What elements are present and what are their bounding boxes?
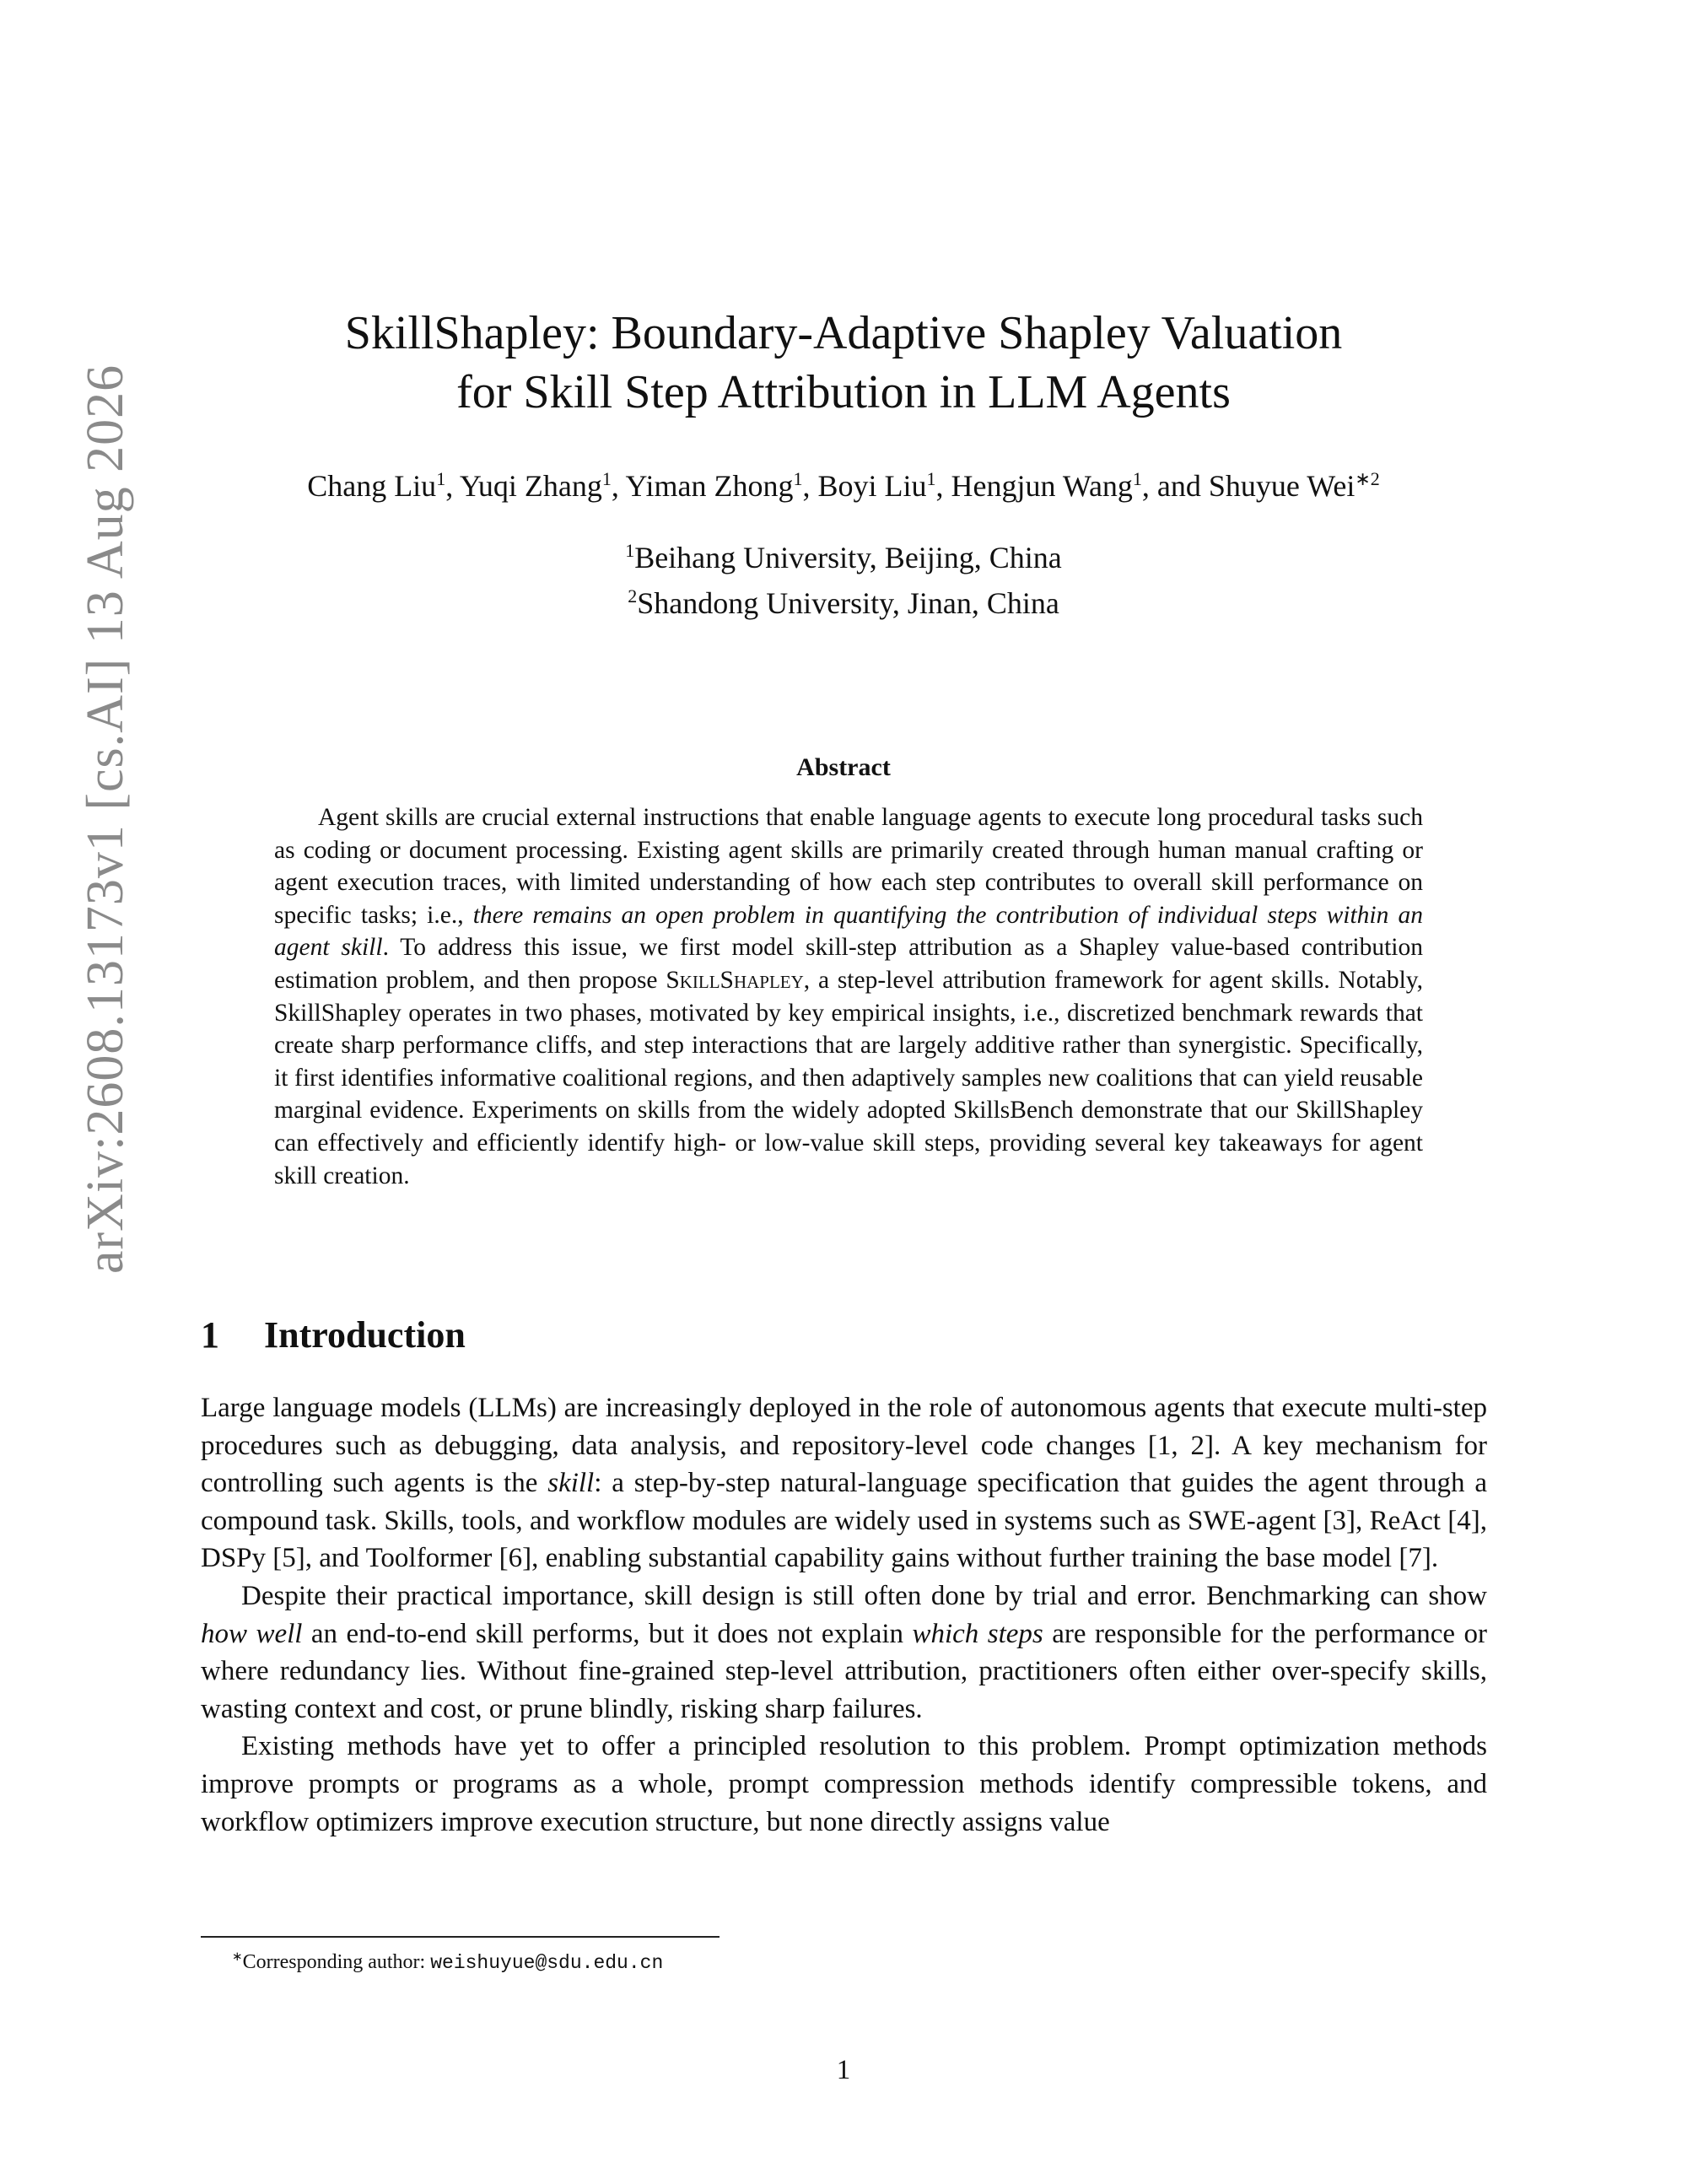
- footnote-email-link[interactable]: weishuyue@sdu.edu.cn: [430, 1952, 664, 1974]
- arxiv-identifier-stamp: arXiv:2608.13173v1 [cs.AI] 13 Aug 2026: [77, 364, 134, 1274]
- paper-title-line-1: SkillShapley: Boundary-Adaptive Shapley Valuation: [344, 307, 1343, 359]
- author-name: Yiman Zhong: [625, 469, 794, 503]
- author-separator: , and: [1141, 469, 1209, 503]
- affiliation-text: Shandong University, Jinan, China: [637, 586, 1059, 620]
- introduction-body: [201, 1389, 1487, 1841]
- abstract-body: [274, 801, 1423, 1192]
- affiliation-line: [169, 577, 1518, 623]
- paragraph-text: Large language models (LLMs) are increasingly deployed in the role of autonomous agents that execute multi-step procedures such as debugging, data analysis, and repository-level code changes [1, 2]. A key mechanism for controlling such agents is the: [201, 1393, 1487, 1499]
- author-affiliation-mark: ∗2: [1355, 468, 1380, 489]
- affiliation-mark: 1: [625, 540, 635, 561]
- abstract-text: Agent skills are crucial external instructions that enable language agents to execute long procedural tasks such as coding or document processing. Existing agent skills are primarily created through human manual crafting or agent execution traces, with limited understanding of how each step contributes to overall skill performance on specific tasks; i.e.,: [274, 804, 1423, 929]
- paragraph: [201, 1389, 1487, 1577]
- section-number: 1: [201, 1314, 219, 1356]
- paper-title-line-2: for Skill Step Attribution in LLM Agents: [456, 366, 1231, 418]
- footnote: [232, 1944, 663, 1976]
- paragraph-emphasis: which steps: [912, 1618, 1043, 1649]
- paper-title: [169, 304, 1518, 422]
- paragraph-emphasis: skill: [547, 1468, 595, 1499]
- paragraph: [201, 1577, 1487, 1728]
- author-affiliation-mark: 1: [601, 468, 612, 489]
- footnote-label: Corresponding author:: [242, 1951, 431, 1973]
- footnote-mark: ∗: [232, 1950, 243, 1964]
- author-affiliation-mark: 1: [926, 468, 936, 489]
- paragraph-text: Despite their practical importance, skill design is still often done by trial and error. Benchmarking can show: [241, 1580, 1487, 1611]
- author-affiliation-mark: 1: [793, 468, 803, 489]
- author-separator: ,: [802, 469, 818, 503]
- paragraph-text: : a step-by-step natural-language specification that guides the agent through a compound task. Skills, tools, and workflow modules are widely used in systems such as SWE-agent [3], ReAct [4], DSPy [5], and Toolformer [6], enabling substantial capability gains without further training the base model [7].: [201, 1468, 1487, 1574]
- author-separator: ,: [935, 469, 951, 503]
- abstract-text: , a step-level attribution framework for agent skills. Notably, SkillShapley operates in two phases, motivated by key empirical insights, i.e., discretized benchmark rewards that create sharp performance cliffs, and step interactions that are largely additive rather than synergistic. Specifically, it first identifies informative coalitional regions, and then adaptively samples new coalitions that can yield reusable marginal evidence. Experiments on skills from the widely adopted SkillsBench demonstrate that our SkillShapley can effectively and efficiently identify high- or low-value skill steps, providing several key takeaways for agent skill creation.: [274, 966, 1423, 1189]
- affiliation-list: [169, 531, 1518, 623]
- author-name: Boyi Liu: [817, 469, 927, 503]
- abstract-heading: Abstract: [796, 753, 891, 781]
- paragraph-text: are responsible for the performance or where redundancy lies. Without fine-grained step-level attribution, practitioners often either over-specify skills, wasting context and cost, or prune blindly, risking sharp failures.: [201, 1618, 1487, 1724]
- affiliation-line: [169, 531, 1518, 577]
- page-number: 1: [836, 2055, 851, 2085]
- section-heading: [201, 1312, 466, 1359]
- author-name: Chang Liu: [307, 469, 437, 503]
- author-name: Hengjun Wang: [951, 469, 1133, 503]
- author-affiliation-mark: 1: [1132, 468, 1142, 489]
- author-name: Shuyue Wei: [1208, 469, 1356, 503]
- affiliation-mark: 2: [628, 585, 638, 607]
- abstract-text: . To address this issue, we first model skill-step attribution as a Shapley value-based contribution estimation problem, and then propose: [274, 934, 1424, 994]
- affiliation-text: Beihang University, Beijing, China: [634, 541, 1062, 574]
- method-name-smallcaps: SkillShapley: [666, 966, 804, 994]
- section-title: Introduction: [264, 1314, 466, 1356]
- author-affiliation-mark: 1: [436, 468, 446, 489]
- author-separator: ,: [611, 469, 626, 503]
- paragraph-emphasis: how well: [201, 1618, 303, 1649]
- paragraph-text: an end-to-end skill performs, but it does not explain: [302, 1618, 913, 1649]
- footnote-divider: [201, 1936, 720, 1938]
- author-list: [169, 460, 1518, 505]
- author-separator: ,: [445, 469, 460, 503]
- author-name: Yuqi Zhang: [459, 469, 602, 503]
- paragraph-text: Existing methods have yet to offer a principled resolution to this problem. Prompt optimization methods improve prompts or programs as a whole, prompt compression methods identify compressible tokens, and workflow optimizers improve execution structure, but none directly assigns value: [201, 1731, 1487, 1837]
- paragraph: [201, 1728, 1487, 1841]
- abstract-emphasis: there remains an open problem in quantifying the contribution of individual steps within an agent skill: [274, 901, 1423, 962]
